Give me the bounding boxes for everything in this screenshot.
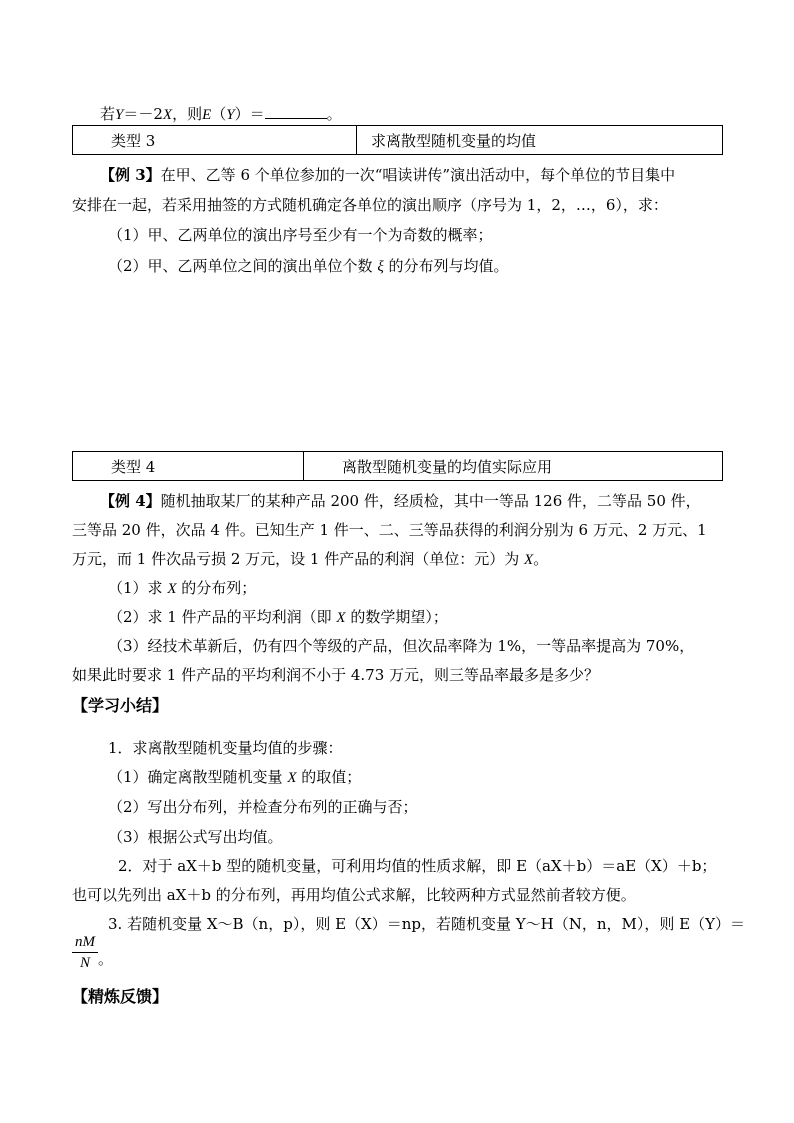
text-fragment: ，则 <box>172 105 203 123</box>
ex3-text: 在甲、乙等 6 个单位参加的一次“唱读讲传”演出活动中，每个单位的节目集中 <box>160 166 676 184</box>
type4-title: 离散型随机变量的均值实际应用 <box>342 457 553 476</box>
summary-text: 。 <box>98 950 114 968</box>
ex3-line2 <box>72 194 668 216</box>
ex4-text: 三等品 20 件，次品 4 件。已知生产 1 件一、二、三等品获得的利润分别为 6 万元、2 万元、1 <box>72 521 707 539</box>
summary-text: 1．求离散型随机变量均值的步骤： <box>108 739 343 757</box>
text-fragment: 若 <box>100 105 116 123</box>
ex4-question: 的分布列； <box>176 579 257 597</box>
summary-s3-fraction <box>72 932 98 973</box>
summary-s1b <box>108 796 418 818</box>
text-fragment: ＝－2 <box>123 105 163 123</box>
type4-label-cell <box>73 452 303 480</box>
ex3-tag: 【例 3】 <box>100 166 161 184</box>
ex4-line2 <box>72 519 707 541</box>
ex4-question: （1）求 <box>108 579 168 597</box>
ex3-question: 的分布列与均值。 <box>383 257 509 275</box>
ex4-question: （2）求 1 件产品的平均利润（即 <box>108 608 337 626</box>
type3-label: 类型 3 <box>111 131 156 150</box>
feedback-heading-text: 【精炼反馈】 <box>72 987 169 1006</box>
text-fragment: ）＝ <box>234 105 265 123</box>
summary-s3-line1 <box>108 913 745 935</box>
summary-s3-end <box>98 948 113 970</box>
ex4-question: （3）经技术革新后，仍有四个等级的产品，但次品率降为 1%，一等品率提高为 70%， <box>108 637 695 655</box>
summary-s2-line1 <box>118 855 716 877</box>
summary-heading <box>72 695 168 717</box>
ex4-text: 随机抽取某厂的某种产品 200 件，经质检，其中一等品 126 件，二等品 50 件， <box>160 492 701 510</box>
ex4-q3-line2 <box>72 664 599 686</box>
variable-x: X <box>336 610 346 626</box>
text-fragment: （ <box>211 105 227 123</box>
summary-s1 <box>108 737 343 759</box>
ex4-q1 <box>108 577 256 599</box>
ex4-tag: 【例 4】 <box>100 492 161 510</box>
type4-title-cell <box>303 452 722 480</box>
summary-s1a <box>108 766 361 788</box>
summary-s1c <box>108 826 283 848</box>
ex3-q1 <box>108 224 493 246</box>
summary-text: （1）确定离散型随机变量 <box>108 768 288 786</box>
feedback-heading <box>72 986 168 1008</box>
ex4-text: 。 <box>533 550 549 568</box>
type4-table <box>72 451 723 481</box>
fraction-numerator: nM <box>72 932 98 953</box>
type3-title: 求离散型随机变量的均值 <box>371 131 537 150</box>
summary-text: 的取值； <box>296 768 362 786</box>
ex4-q2 <box>108 606 448 628</box>
summary-text: （3）根据公式写出均值。 <box>108 828 283 846</box>
ex4-question: 如果此时要求 1 件产品的平均利润不小于 4.73 万元，则三等品率最多是多少？ <box>72 666 600 684</box>
type3-title-cell <box>356 126 722 154</box>
answer-blank <box>265 104 327 119</box>
variable-y: Y <box>115 107 124 123</box>
ex4-text: 万元，而 1 件次品亏损 2 万元，设 1 件产品的利润（单位：元）为 <box>72 550 525 568</box>
variable-x: X <box>162 107 173 123</box>
type3-label-cell <box>73 126 356 154</box>
ex3-q2 <box>108 255 509 277</box>
fraction-denominator: N <box>79 955 90 971</box>
variable-x: X <box>167 581 177 597</box>
summary-text: （2）写出分布列，并检查分布列的正确与否； <box>108 798 418 816</box>
ex4-line1 <box>100 490 701 512</box>
type3-table <box>72 125 723 155</box>
ex4-line3 <box>72 548 548 570</box>
ex4-question: 的数学期望）； <box>345 608 448 626</box>
summary-s2-line2 <box>72 884 636 906</box>
type4-label: 类型 4 <box>111 457 156 476</box>
ex3-line1 <box>100 164 675 186</box>
variable-x: X <box>287 770 297 786</box>
summary-text: 也可以先列出 aX＋b 的分布列，再用均值公式求解，比较两种方式显然前者较方便。 <box>72 886 636 904</box>
variable-y: Y <box>226 107 235 123</box>
summary-text: 2．对于 aX＋b 型的随机变量，可利用均值的性质求解，即 E（aX＋b）＝aE（X）＋b； <box>118 857 717 875</box>
variable-xi: ξ <box>377 259 384 275</box>
top-equation-line <box>100 103 342 125</box>
ex3-question: （2）甲、乙两单位之间的演出单位个数 <box>108 257 378 275</box>
ex3-question: （1）甲、乙两单位的演出序号至少有一个为奇数的概率； <box>108 226 493 244</box>
variable-e: E <box>202 107 212 123</box>
ex4-q3-line1 <box>108 635 694 657</box>
summary-text: 3. 若随机变量 X～B（n，p），则 E（X）＝np，若随机变量 Y～H（N，n，M），则 E（Y）＝ <box>108 915 745 933</box>
text-fragment: 。 <box>326 105 342 123</box>
summary-heading-text: 【学习小结】 <box>72 696 169 715</box>
variable-x: X <box>524 552 534 568</box>
ex3-text: 安排在一起，若采用抽签的方式随机确定各单位的演出顺序（序号为 1，2，…，6），求： <box>72 196 668 214</box>
